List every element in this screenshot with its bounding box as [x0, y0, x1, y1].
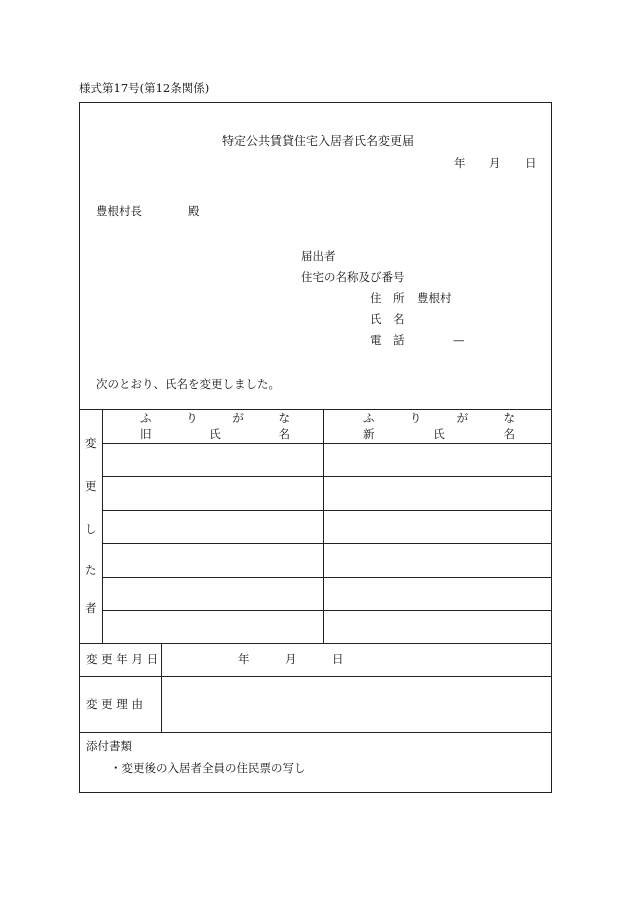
side-label-char: 更 [85, 479, 97, 493]
furigana-char: ふ [363, 411, 375, 425]
change-date-day: 日 [332, 652, 344, 666]
attachments-top-line [80, 732, 551, 733]
header-char: 氏 [209, 427, 221, 441]
furigana-char: な [503, 411, 515, 425]
name-label-2: 名 [393, 312, 405, 326]
notification-form [79, 102, 552, 793]
header-char: 名 [278, 427, 290, 441]
header-char: 新 [363, 427, 375, 441]
table-top-line [80, 409, 551, 410]
header-char: 名 [503, 427, 515, 441]
row-line [102, 510, 551, 511]
date-month-label: 月 [489, 156, 501, 170]
phone-label-1: 電 [370, 333, 382, 347]
change-section-divider [161, 643, 162, 732]
row-line [102, 476, 551, 477]
furigana-char: り [186, 411, 198, 425]
side-label-char: し [85, 522, 97, 536]
name-label-1: 氏 [370, 312, 382, 326]
date-year-label: 年 [454, 156, 466, 170]
change-date-label: 変 更 年 月 日 [86, 652, 159, 666]
form-number: 様式第17号(第12条関係) [79, 81, 210, 95]
side-label-char: 変 [85, 436, 97, 450]
address-label-2: 所 [393, 291, 405, 305]
row-line [102, 443, 551, 444]
furigana-char: り [409, 411, 422, 425]
header-char: 氏 [433, 427, 445, 441]
furigana-char: が [456, 411, 469, 425]
new-name-furigana-header [363, 413, 515, 425]
old-name-furigana-header [140, 413, 290, 425]
change-date-year: 年 [238, 652, 250, 666]
row-line [102, 543, 551, 544]
housing-name-label: 住宅の名称及び番号 [301, 270, 405, 284]
change-reason-label: 変 更 理 由 [86, 697, 143, 711]
new-name-header [363, 429, 515, 441]
addressee-name: 豊根村長 [96, 204, 142, 218]
reason-top-line [80, 676, 551, 677]
change-date-top-line [80, 643, 551, 644]
side-label-divider [102, 409, 103, 643]
furigana-char: ふ [140, 411, 152, 425]
attachments-heading: 添付書類 [86, 739, 132, 753]
change-date-month: 月 [285, 652, 297, 666]
row-line [102, 610, 551, 611]
phone-dash: — [453, 333, 465, 347]
side-label-char: 者 [85, 601, 97, 615]
attachment-item: ・変更後の入居者全員の住民票の写し [110, 761, 306, 775]
furigana-char: が [232, 411, 244, 425]
side-label-char: た [85, 563, 97, 577]
header-char: 旧 [140, 427, 152, 441]
addressee-honorific: 殿 [188, 204, 200, 218]
phone-label-2: 話 [393, 333, 405, 347]
column-divider [323, 409, 324, 643]
address-label-1: 住 [370, 291, 382, 305]
row-line [102, 577, 551, 578]
form-title: 特定公共賃貸住宅入居者氏名変更届 [222, 134, 415, 148]
old-name-header [140, 429, 290, 441]
address-value: 豊根村 [417, 291, 452, 305]
applicant-heading: 届出者 [301, 249, 336, 263]
statement: 次のとおり、氏名を変更しました。 [96, 377, 280, 391]
furigana-char: な [278, 411, 290, 425]
date-day-label: 日 [525, 156, 537, 170]
